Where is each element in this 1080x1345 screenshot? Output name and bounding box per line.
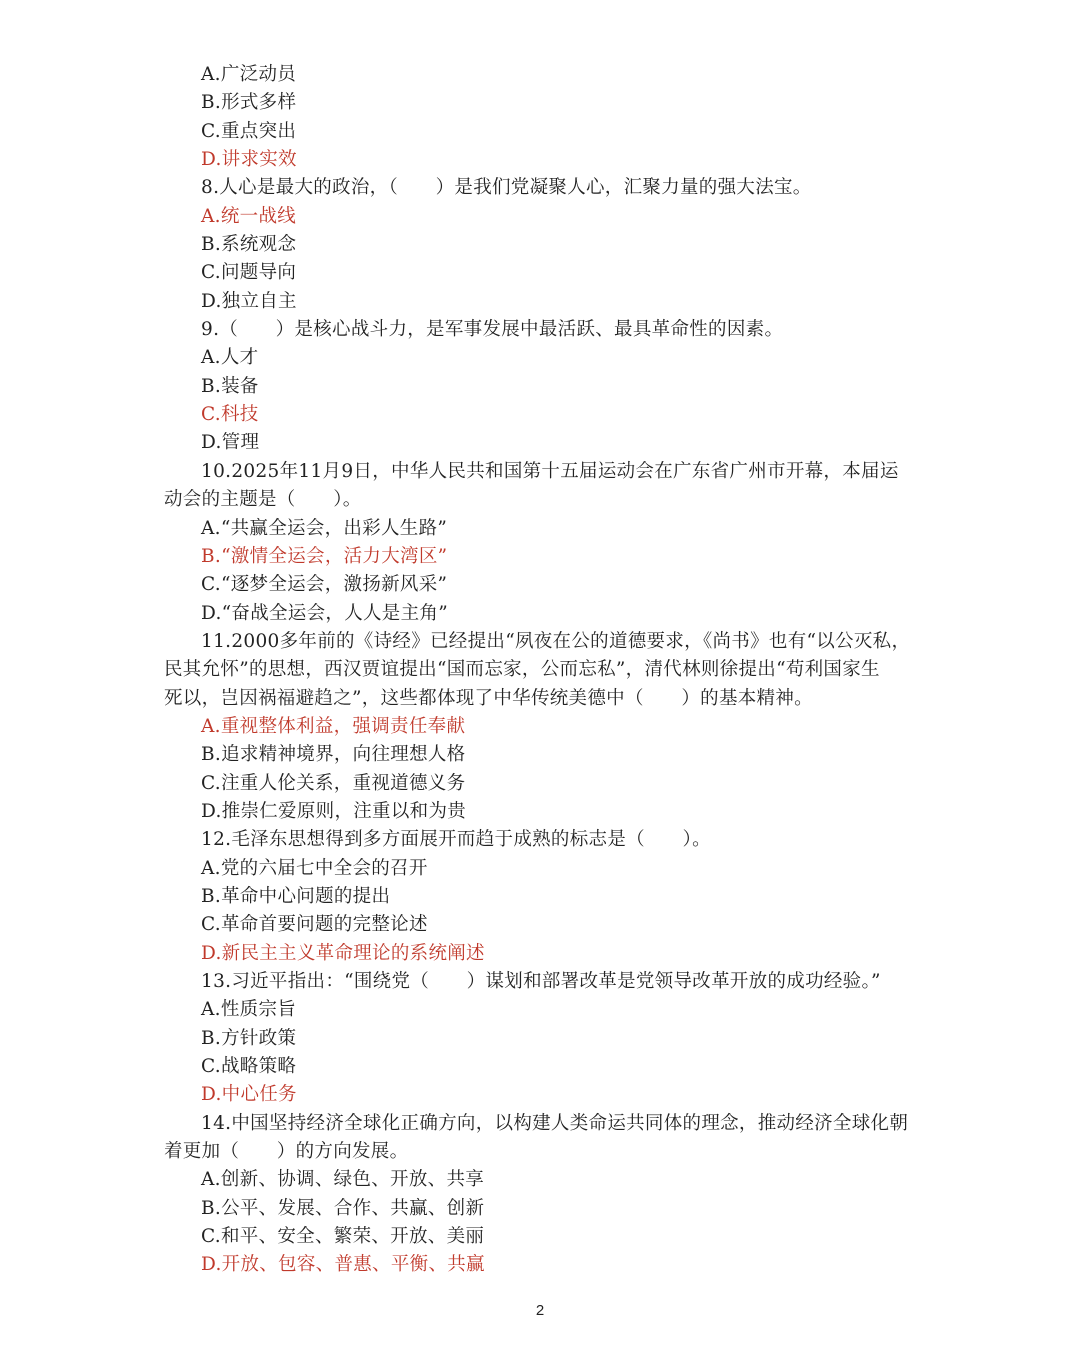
- option-line: B.装备: [201, 375, 259, 397]
- option-line: C.问题导向: [201, 262, 297, 284]
- option-line: B.革命中心问题的提出: [201, 885, 391, 907]
- option-line: A.性质宗旨: [201, 999, 297, 1021]
- question-line: 13.习近平指出：“围绕党（ ）谋划和部署改革是党领导改革开放的成功经验。”: [201, 971, 881, 992]
- option-line: C.和平、安全、繁荣、开放、美丽: [201, 1226, 485, 1248]
- option-line: B.系统观念: [201, 234, 297, 256]
- question-continuation-line: 民其允怀”的思想，西汉贾谊提出“国而忘家，公而忘私”，清代林则徐提出“苟利国家生: [164, 659, 880, 681]
- option-line: B.追求精神境界，向往理想人格: [201, 744, 466, 766]
- option-line: A.广泛动员: [201, 64, 297, 85]
- option-line: D.管理: [201, 432, 260, 454]
- option-line: B.方针政策: [201, 1027, 297, 1049]
- answer-option-line: D.新民主主义革命理论的系统阐述: [201, 942, 485, 964]
- answer-option-line: B.“激情全运会，活力大湾区”: [201, 545, 448, 567]
- question-line: 11.2000多年前的《诗经》已经提出“夙夜在公的道德要求，《尚书》也有“以公灭私，: [201, 630, 911, 652]
- option-line: C.“逐梦全运会，激扬新风采”: [201, 574, 448, 596]
- question-continuation-line: 死以，岂因祸福避趋之”，这些都体现了中华传统美德中（ ）的基本精神。: [164, 687, 813, 709]
- option-line: A.人才: [201, 347, 259, 369]
- question-list: [164, 61, 924, 1280]
- option-line: A.党的六届七中全会的召开: [201, 857, 428, 879]
- answer-option-line: A.重视整体利益，强调责任奉献: [201, 715, 466, 737]
- option-line: A.“共赢全运会，出彩人生路”: [201, 517, 448, 539]
- option-line: A.创新、协调、绿色、开放、共享: [201, 1169, 485, 1191]
- option-line: C.战略策略: [201, 1056, 297, 1078]
- option-line: B.形式多样: [201, 92, 297, 114]
- option-line: D.独立自主: [201, 290, 297, 312]
- answer-option-line: D.讲求实效: [201, 149, 297, 171]
- option-line: D.推崇仁爱原则，注重以和为贵: [201, 800, 467, 822]
- answer-option-line: C.科技: [201, 404, 259, 426]
- answer-option-line: D.开放、包容、普惠、平衡、共赢: [201, 1254, 485, 1276]
- question-line: 9.（ ）是核心战斗力，是军事发展中最活跃、最具革命性的因素。: [201, 319, 784, 341]
- question-line: 14.中国坚持经济全球化正确方向，以构建人类命运共同体的理念，推动经济全球化朝: [201, 1112, 909, 1134]
- option-line: C.注重人伦关系，重视道德义务: [201, 772, 466, 794]
- page-number: 2: [535, 1302, 545, 1319]
- question-continuation-line: 动会的主题是（ ）。: [164, 489, 362, 511]
- question-line: 10.2025年11月9日，中华人民共和国第十五届运动会在广东省广州市开幕，本届运: [201, 460, 899, 482]
- option-line: B.公平、发展、合作、共赢、创新: [201, 1197, 485, 1219]
- answer-option-line: D.中心任务: [201, 1084, 297, 1106]
- option-line: C.重点突出: [201, 120, 297, 142]
- option-line: D.“奋战全运会，人人是主角”: [201, 602, 448, 624]
- option-line: C.革命首要问题的完整论述: [201, 914, 428, 936]
- question-continuation-line: 着更加（ ）的方向发展。: [164, 1141, 409, 1163]
- question-line: 8.人心是最大的政治，（ ）是我们党凝聚人心，汇聚力量的强大法宝。: [201, 177, 812, 199]
- question-line: 12.毛泽东思想得到多方面展开而趋于成熟的标志是（ ）。: [201, 829, 711, 851]
- answer-option-line: A.统一战线: [201, 205, 297, 227]
